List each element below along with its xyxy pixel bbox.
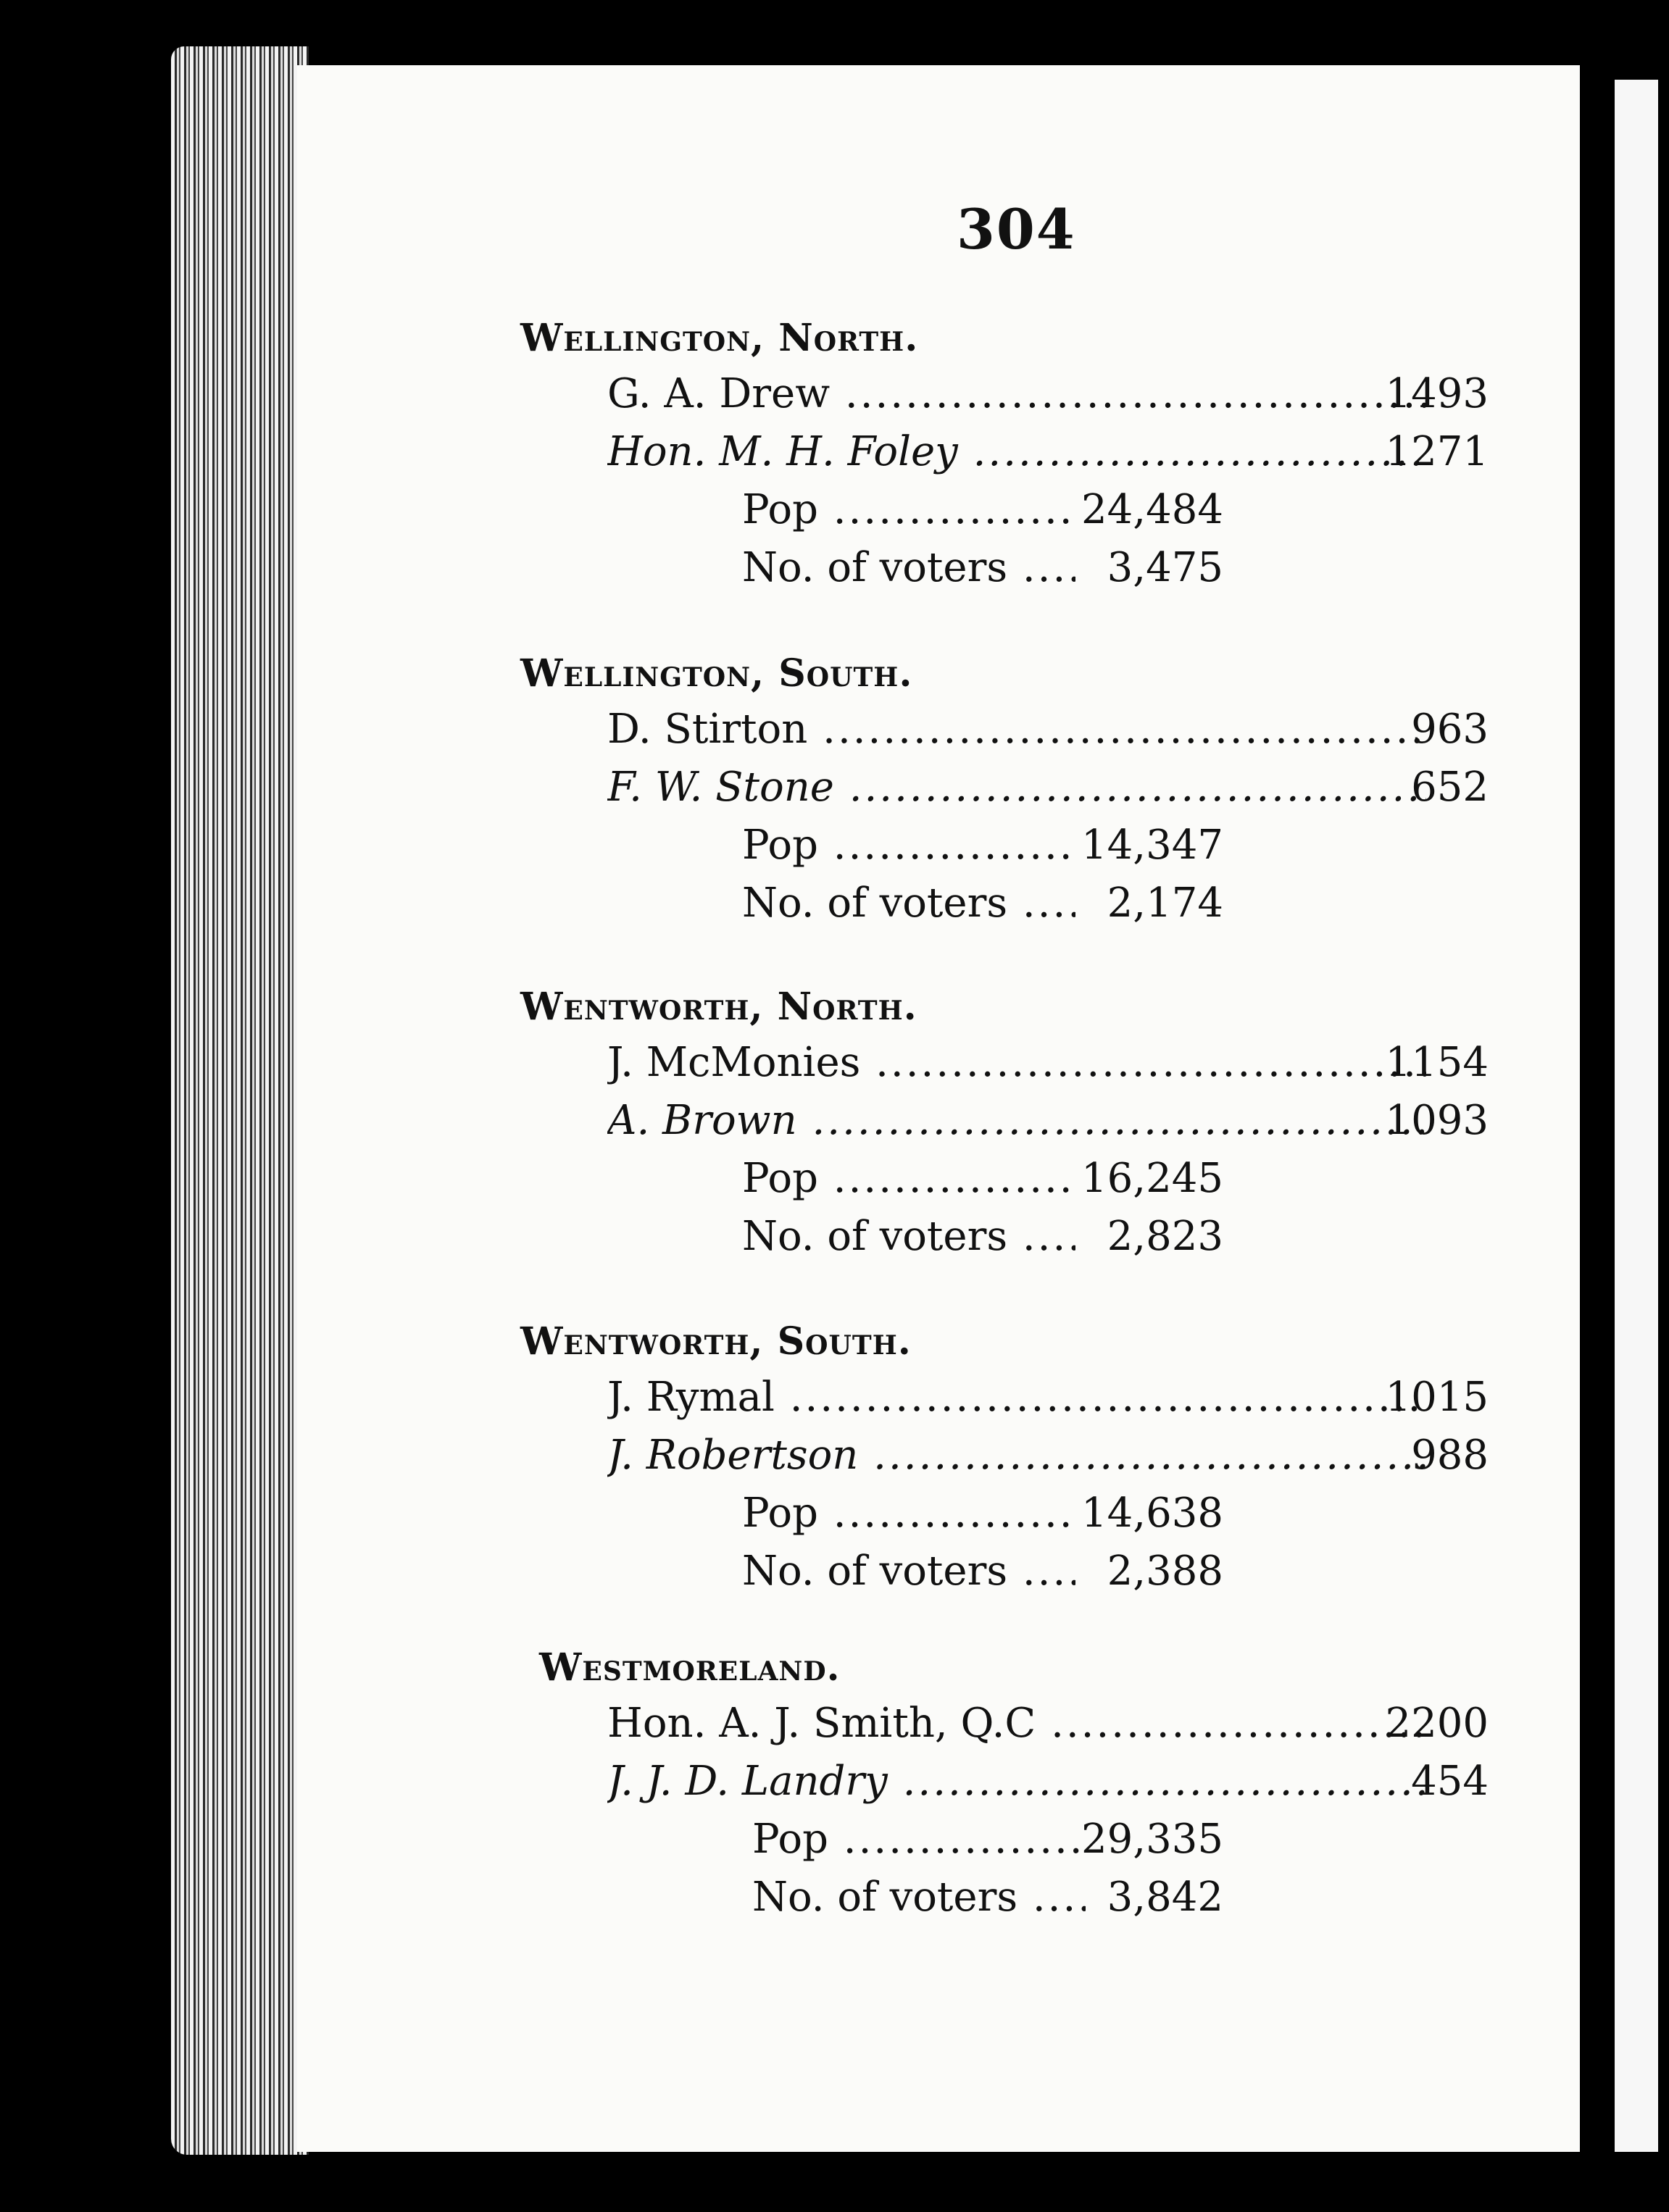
constituency-heading: Westmoreland. [539, 1645, 841, 1690]
voters-row [520, 1869, 1520, 1927]
constituency-section [520, 312, 1520, 597]
candidate-row [520, 365, 1520, 423]
candidate-name: G. A. Drew ..... [607, 365, 1426, 423]
candidate-row [520, 423, 1520, 481]
candidate-row [520, 1427, 1520, 1485]
candidate-votes: 988 [1411, 1432, 1489, 1479]
population-value: 16,245 [1081, 1155, 1223, 1202]
candidate-votes: 963 [1411, 706, 1489, 753]
candidate-name: D. Stirton ..... [607, 701, 1426, 759]
candidate-row [520, 701, 1520, 759]
candidate-votes: 1015 [1385, 1374, 1489, 1421]
population-row [520, 1811, 1520, 1869]
constituency-heading: Wentworth, North. [520, 985, 917, 1029]
facing-page-edge [1615, 80, 1658, 2152]
candidate-name: Hon. M. H. Foley ..... [607, 423, 1426, 481]
constituency-section [520, 647, 1520, 932]
voters-row [520, 539, 1520, 597]
voters-value: 2,174 [1107, 880, 1223, 927]
candidate-votes: 1154 [1385, 1039, 1489, 1086]
candidate-row [520, 1034, 1520, 1092]
population-row [520, 481, 1520, 539]
candidate-row [520, 1695, 1520, 1753]
candidate-row [520, 1753, 1520, 1811]
candidate-row [520, 1369, 1520, 1427]
population-row [520, 817, 1520, 875]
population-value: 24,484 [1081, 486, 1223, 533]
voters-value: 3,475 [1107, 544, 1223, 591]
voters-label: No. of voters ..... [742, 539, 1075, 597]
candidate-name: A. Brown ..... [607, 1092, 1426, 1150]
population-value: 14,347 [1081, 822, 1223, 869]
candidate-name: J. McMonies ..... [607, 1034, 1426, 1092]
voters-row [520, 1208, 1520, 1266]
voters-label: No. of voters ..... [742, 1208, 1075, 1266]
population-label: Pop ..... [742, 1150, 1075, 1208]
candidate-votes: 1093 [1385, 1097, 1489, 1144]
constituency-heading: Wellington, North. [520, 316, 919, 360]
voters-row [520, 875, 1520, 932]
voters-value: 3,842 [1107, 1874, 1223, 1921]
candidate-votes: 1493 [1385, 370, 1489, 417]
population-label: Pop ..... [742, 481, 1075, 539]
candidate-votes: 454 [1411, 1758, 1489, 1805]
candidate-name: J. Rymal ..... [607, 1369, 1426, 1427]
population-value: 29,335 [1081, 1816, 1223, 1863]
page-edges [171, 46, 309, 2155]
voters-value: 2,823 [1107, 1213, 1223, 1260]
voters-value: 2,388 [1107, 1548, 1223, 1595]
candidate-votes: 652 [1411, 764, 1489, 811]
candidate-name: Hon. A. J. Smith, Q.C ..... [607, 1695, 1426, 1753]
candidate-row [520, 1092, 1520, 1150]
population-label: Pop ..... [742, 817, 1075, 875]
voters-label: No. of voters ..... [742, 1543, 1075, 1600]
constituency-section [520, 980, 1520, 1266]
voters-row [520, 1543, 1520, 1600]
candidate-name: F. W. Stone ..... [607, 759, 1426, 817]
candidate-row [520, 759, 1520, 817]
population-value: 14,638 [1081, 1490, 1223, 1537]
population-row [520, 1150, 1520, 1208]
population-label: Pop ..... [742, 1485, 1075, 1543]
constituency-heading: Wellington, South. [520, 651, 913, 696]
voters-label: No. of voters ..... [742, 875, 1075, 932]
population-row [520, 1485, 1520, 1543]
candidate-name: J. J. D. Landry ..... [607, 1753, 1426, 1811]
voters-label: No. of voters ..... [752, 1869, 1086, 1927]
constituency-section [520, 1315, 1520, 1600]
candidate-votes: 2200 [1385, 1700, 1489, 1747]
population-label: Pop ..... [752, 1811, 1086, 1869]
constituency-heading: Wentworth, South. [520, 1319, 912, 1364]
page-number: 304 [957, 197, 1076, 262]
constituency-section [520, 1641, 1520, 1927]
candidate-name: J. Robertson ..... [607, 1427, 1426, 1485]
candidate-votes: 1271 [1385, 428, 1489, 475]
